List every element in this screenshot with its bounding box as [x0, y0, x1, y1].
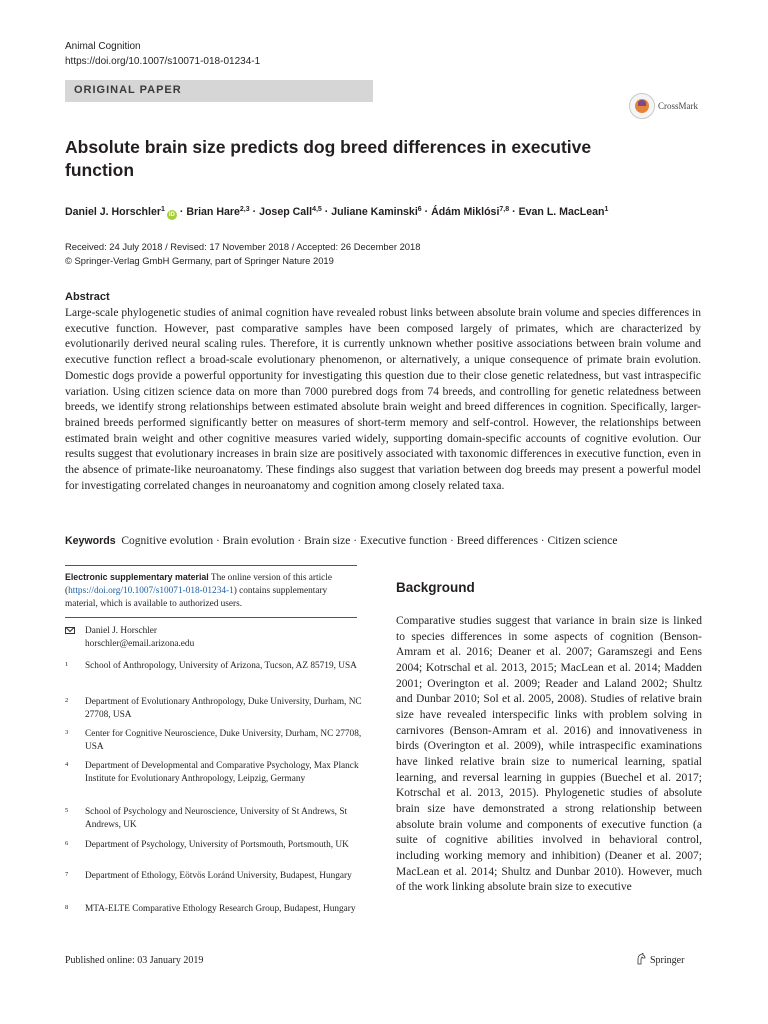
- correspondence-name: Daniel J. Horschler: [85, 626, 158, 636]
- author-affiliation: 6: [417, 206, 422, 213]
- correspondence-email[interactable]: horschler@email.arizona.edu: [85, 639, 195, 649]
- springer-horse-icon: [636, 953, 646, 965]
- affiliation-number: 6: [65, 840, 69, 847]
- article-type-label: ORIGINAL PAPER: [74, 84, 182, 96]
- affiliation-text: Department of Developmental and Comparative Psychology, Max Planck Institute for Evolutionary Anthropology, Leipzig, Germany: [85, 761, 359, 784]
- affiliation-number: 7: [65, 871, 69, 878]
- publisher-logo: [636, 953, 684, 966]
- copyright-notice: © Springer-Verlag GmbH Germany, part of Springer Nature 2019: [65, 255, 334, 266]
- author-name[interactable]: Daniel J. Horschler: [65, 206, 161, 218]
- esm-text-before: The online version of this article (: [65, 573, 332, 596]
- affiliation-number: 1: [65, 661, 69, 668]
- affiliation-number: 5: [65, 807, 69, 814]
- orcid-icon[interactable]: iD: [168, 212, 175, 218]
- keywords: [65, 534, 725, 548]
- affiliation-number: 4: [65, 761, 69, 768]
- crossmark-label: CrossMark: [658, 101, 698, 111]
- article-type-badge: [65, 80, 373, 102]
- article-doi[interactable]: https://doi.org/10.1007/s10071-018-01234-1: [65, 56, 261, 67]
- keywords-list: Cognitive evolution · Brain evolution · Brain size · Executive function · Breed differences · Citizen science: [121, 535, 618, 547]
- author-affiliation: 1: [160, 206, 165, 213]
- esm-label: Electronic supplementary material: [65, 572, 209, 582]
- crossmark-icon: [629, 93, 655, 119]
- author-list: Daniel J. Horschler$^1$iD · Brian Hare$^{2,3}$ · Josep Call$^{4,5}$ · Juliane Kaminski$^6$ · Ádám Miklósi$^{7,8}$ · Evan L. MacLean$^1$: [65, 206, 609, 218]
- article-title: Absolute brain size predicts dog breed differences in executive function: [65, 137, 592, 180]
- affiliation-number: 2: [65, 697, 69, 704]
- affiliation-text: Department of Ethology, Eötvös Loránd University, Budapest, Hungary: [85, 871, 352, 881]
- esm-link[interactable]: https://doi.org/10.1007/s10071-018-01234-1: [68, 586, 234, 596]
- author-name[interactable]: Josep Call: [259, 206, 313, 218]
- affiliation-number: 8: [65, 904, 69, 911]
- esm-text-after: ) contains supplementary material, which is available to authorized users.: [65, 586, 328, 609]
- journal-name: Animal Cognition: [65, 41, 141, 52]
- affiliation-number: 3: [65, 729, 69, 736]
- author-name[interactable]: Evan L. MacLean: [518, 206, 605, 218]
- author-affiliation: 1: [604, 206, 609, 213]
- affiliation-text: Department of Evolutionary Anthropology, Duke University, Durham, NC 27708, USA: [85, 697, 362, 720]
- background-heading: Background: [396, 580, 475, 595]
- footnote-divider: [65, 565, 357, 566]
- envelope-icon: [65, 627, 75, 634]
- author-name[interactable]: Brian Hare: [186, 206, 240, 218]
- supplementary-note: [65, 571, 357, 611]
- background-text: Comparative studies suggest that variance in brain size is linked to species differences in some aspects of cognition (Benson-Amram et al. 2016; Deaner et al. 2007; Garamszegi and Eens 2004; Kotrschal et al. 2013, 2015; MacLean et al. 2014; Madden 2001; Overington et al. 2009; Reader and Laland 2002; Shultz and Dunbar 2010; Sol et al. 2005, 2008). Studies of relative brain size have revealed interspecific links with problem solving in carnivores (Benson-Amram et al. 2016) and innovativeness in birds (Overington et al. 2009), while intraspecific examinations have linked relative brain size to numerical learning, spatial learning, and reversal learning in guppies (Buechel et al. 2017; Kotrschal et al. 2013, 2015). Phylogenetic studies of absolute brain size have demonstrated a strong relationship between absolute brain volume and components of executive function (a suite of cognitive abilities involved in behavioral control, including working memory and inhibition) (Deaner et al. 2007; MacLean et al. 2014; Shultz and Dunbar 2010). However, much of the work linking absolute brain size to executive: [396, 615, 702, 894]
- author-affiliation: 7,8: [499, 206, 510, 213]
- abstract-text: Large-scale phylogenetic studies of animal cognition have revealed robust links between absolute brain volume and species differences in executive function. However, past comparative samples have been composed largely of primates, which are characterized by evolutionarily derived neural scaling rules. Therefore, it is currently unknown whether positive associations between brain volume and executive function reflect a broad-scale evolutionary phenomenon, or alternatively, a unique consequence of primate brain evolution. Domestic dogs provide a powerful opportunity for investigating this question due to their close genetic relatedness, but vast intraspecific variation. Using citizen science data on more than 7000 purebred dogs from 74 breeds, and controlling for genetic relatedness between breeds, we identify strong relationships between estimated absolute brain weight and breed differences in cognition. Specifically, larger-brained breeds performed significantly better on measures of short-term memory and self-control. However, the relationships between estimated brain weight and other cognitive measures varied widely, supporting domain-specific accounts of cognitive evolution. Our results suggest that evolutionary increases in brain size are positively associated with taxonomic differences in executive function, even in the absence of primate-like neuroanatomy. These findings also suggest that variation between dog breeds may present a powerful model for investigating correlated changes in neuroanatomy and cognition among closely related taxa.: [65, 307, 701, 492]
- affiliation-text: Center for Cognitive Neuroscience, Duke University, Durham, NC 27708, USA: [85, 729, 362, 752]
- article-dates: Received: 24 July 2018 / Revised: 17 November 2018 / Accepted: 26 December 2018: [65, 241, 421, 252]
- author-name[interactable]: Juliane Kaminski: [331, 206, 418, 218]
- author-affiliation: 4,5: [312, 206, 322, 213]
- publisher-name: Springer: [650, 955, 685, 966]
- affiliation-text: School of Anthropology, University of Arizona, Tucson, AZ 85719, USA: [85, 661, 357, 671]
- affiliation-text: School of Psychology and Neuroscience, University of St Andrews, St Andrews, UK: [85, 807, 348, 830]
- author-name[interactable]: Ádám Miklósi: [431, 206, 500, 218]
- correspondence-divider: [65, 617, 357, 618]
- abstract-heading: Abstract: [65, 291, 110, 303]
- keywords-label: Keywords: [65, 535, 116, 547]
- affiliation-text: Department of Psychology, University of Portsmouth, Portsmouth, UK: [85, 840, 349, 850]
- author-affiliation: 2,3: [239, 206, 250, 213]
- crossmark-button[interactable]: [629, 93, 709, 121]
- affiliation-text: MTA-ELTE Comparative Ethology Research Group, Budapest, Hungary: [85, 904, 356, 914]
- published-date: Published online: 03 January 2019: [65, 955, 204, 966]
